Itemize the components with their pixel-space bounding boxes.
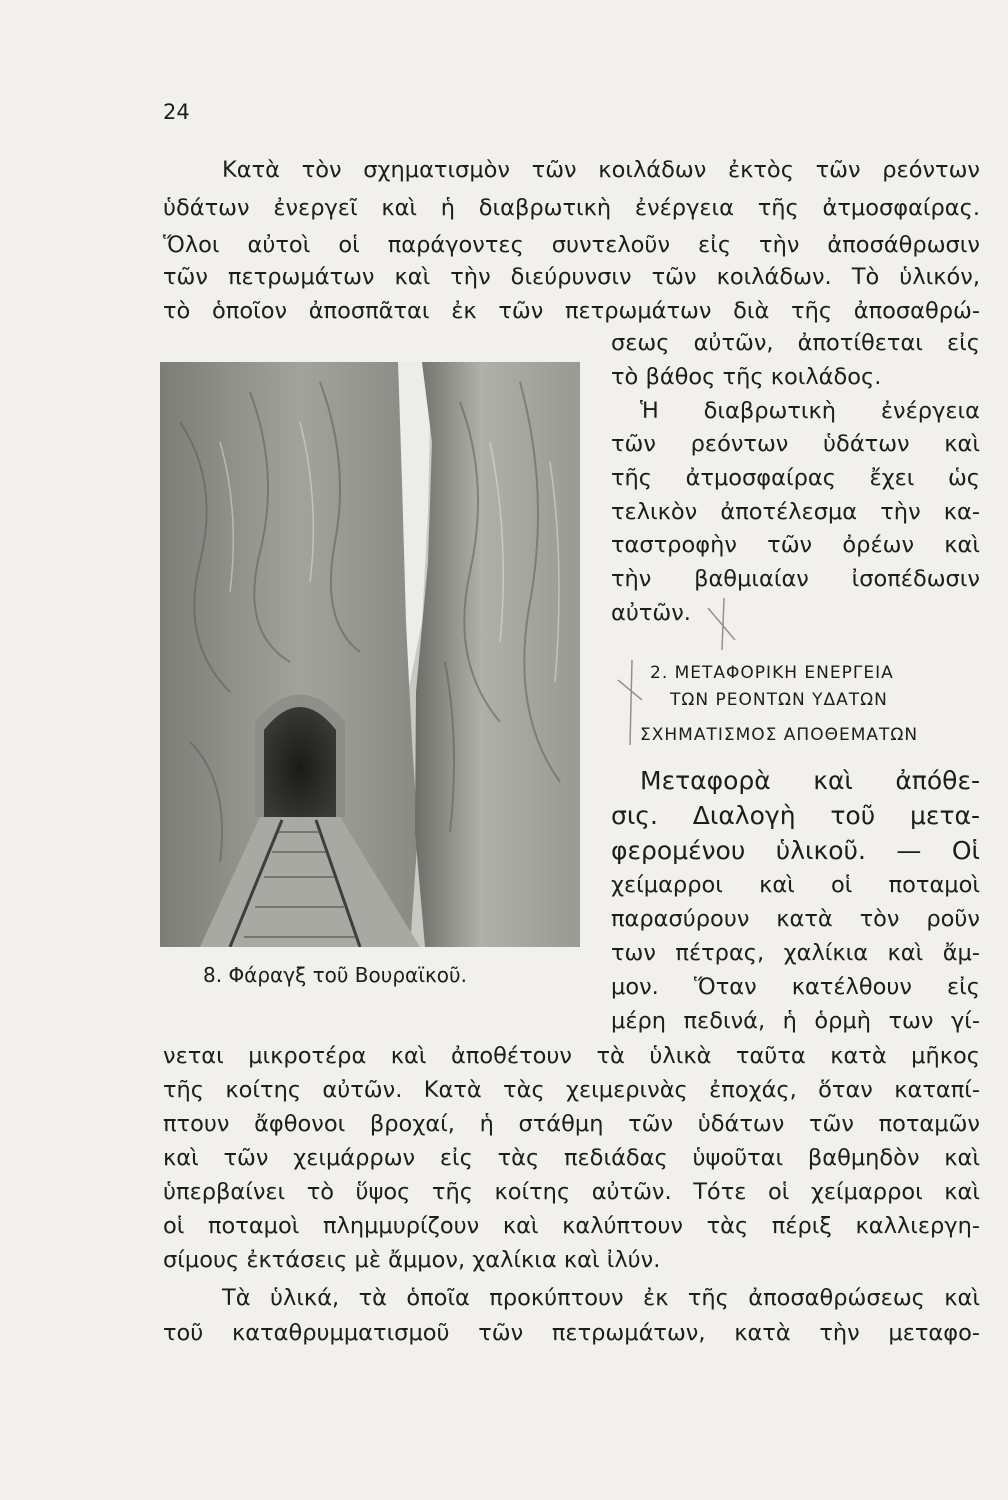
text-line: Τὰ ὑλικά, τὰ ὁποῖα προκύπτουν ἐκ τῆς ἀποσαθρώσεως καὶ (222, 1285, 980, 1311)
text-line: τῶν ρεόντων ὑδάτων καὶ (611, 431, 980, 457)
text-line: τὸ βάθος τῆς κοιλάδος. (611, 364, 882, 390)
text-line: ταστροφὴν τῶν ὀρέων καὶ (611, 532, 980, 558)
text-line: τοῦ καταθρυμματισμοῦ τῶν πετρωμάτων, κατὰ τὴν μεταφο- (163, 1320, 980, 1346)
text-line: ὑδάτων ἐνεργεῖ καὶ ἡ διαβρωτικὴ ἐνέργεια τῆς ἀτμοσφαίρας. (163, 195, 980, 221)
text-line: χείμαρροι καὶ οἱ ποταμοὶ (611, 872, 980, 898)
text-line: μον. Ὅταν κατέλθουν εἰς (611, 974, 980, 1000)
text-line: τῆς κοίτης αὐτῶν. Κατὰ τὰς χειμερινὰς ἐποχάς, ὅταν καταπί- (163, 1077, 980, 1103)
text-line: φερομένου ὑλικοῦ. — Οἱ (611, 836, 980, 865)
text-line: των πέτρας, χαλίκια καὶ ἄμ- (611, 940, 980, 966)
section-heading-line1: 2. ΜΕΤΑΦΟΡΙΚΗ ΕΝΕΡΓΕΙΑ (650, 663, 894, 683)
text-line: Μεταφορὰ καὶ ἀπόθε- (640, 766, 980, 795)
text-line: Ἡ διαβρωτικὴ ἐνέργεια (640, 398, 980, 424)
section-heading-line3: ΣΧΗΜΑΤΙΣΜΟΣ ΑΠΟΘΕΜΑΤΩΝ (640, 725, 919, 745)
text-line: οἱ ποταμοὶ πλημμυρίζουν καὶ καλύπτουν τὰς πέριξ καλλιεργη- (163, 1213, 980, 1239)
text-line: Ὅλοι αὐτοὶ οἱ παράγοντες συντελοῦν εἰς τὴν ἀποσάθρωσιν (163, 232, 980, 258)
text-line: καὶ τῶν χειμάρρων εἰς τὰς πεδιάδας ὑψοῦται βαθμηδὸν καὶ (163, 1145, 980, 1171)
text-line: τῆς ἀτμοσφαίρας ἔχει ὡς (611, 465, 980, 491)
text-line: σεως αὐτῶν, ἀποτίθεται εἰς (611, 330, 980, 356)
text-line: αὐτῶν. (611, 600, 691, 626)
text-line: τὸ ὁποῖον ἀποσπᾶται ἐκ τῶν πετρωμάτων διὰ τῆς ἀποσαθρώ- (163, 298, 980, 324)
text-line: τελικὸν ἀποτέλεσμα τὴν κα- (611, 499, 980, 525)
text-line: ὑπερβαίνει τὸ ὕψος τῆς κοίτης αὐτῶν. Τότε οἱ χείμαρροι καὶ (163, 1179, 980, 1205)
text-line: νεται μικροτέρα καὶ ἀποθέτουν τὰ ὑλικὰ ταῦτα κατὰ μῆκος (163, 1043, 980, 1069)
text-line: σις. Διαλογὴ τοῦ μετα- (611, 801, 980, 830)
text-line: μέρη πεδινά, ἡ ὁρμὴ των γί- (611, 1008, 980, 1034)
text-line: σίμους ἐκτάσεις μὲ ἄμμον, χαλίκια καὶ ἰλύν. (163, 1247, 661, 1273)
gorge-photograph (160, 362, 580, 947)
gorge-illustration (160, 362, 580, 947)
text-line: τῶν πετρωμάτων καὶ τὴν διεύρυνσιν τῶν κοιλάδων. Τὸ ὑλικόν, (163, 264, 980, 290)
text-line: τὴν βαθμιαίαν ἰσοπέδωσιν (611, 566, 980, 592)
figure-caption: 8. Φάραγξ τοῦ Βουραϊκοῦ. (203, 963, 467, 987)
text-line: παρασύρουν κατὰ τὸν ροῦν (611, 906, 980, 932)
page-number: 24 (163, 100, 190, 124)
text-line: πτουν ἄφθονοι βροχαί, ἡ στάθμη τῶν ὑδάτων τῶν ποταμῶν (163, 1111, 980, 1137)
section-heading-line2: ΤΩΝ ΡΕΟΝΤΩΝ ΥΔΑΤΩΝ (670, 690, 888, 710)
text-line: Κατὰ τὸν σχηματισμὸν τῶν κοιλάδων ἐκτὸς τῶν ρεόντων (222, 157, 980, 183)
